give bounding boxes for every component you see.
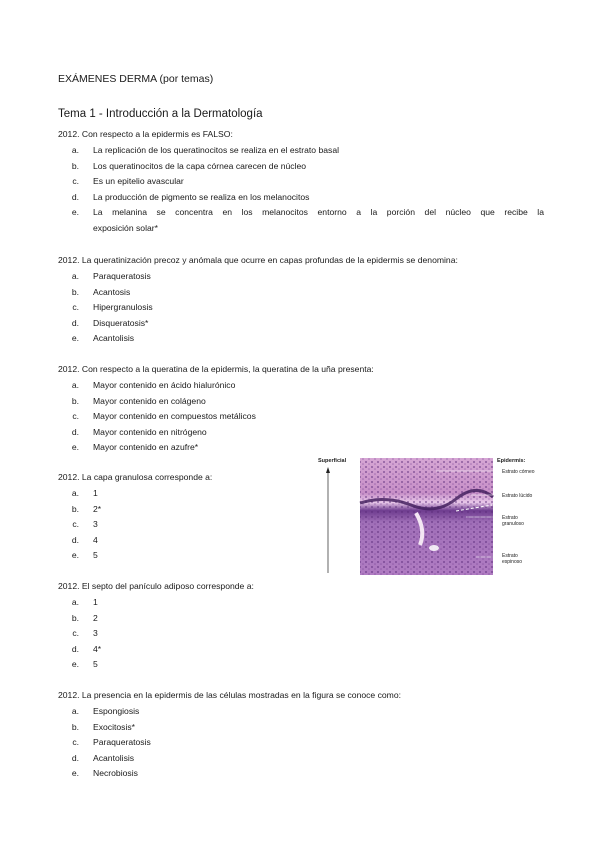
option-letter: a. — [71, 271, 79, 281]
option-b — [58, 720, 544, 736]
option-e — [58, 766, 544, 782]
option-letter: b. — [71, 160, 79, 171]
question-text: 2012. La presencia en la epidermis de las células mostradas en la figura se conoce como: — [58, 690, 401, 700]
option-text-continuation: exposición solar* — [93, 222, 158, 233]
question-text: 2012. La capa granulosa corresponde a: — [58, 472, 213, 482]
option-e — [58, 440, 544, 456]
option-text: Mayor contenido en colágeno — [93, 395, 206, 406]
option-c — [58, 409, 544, 425]
layer-label-lucido: Estrato lúcido — [502, 493, 533, 499]
question-2 — [58, 253, 544, 347]
option-letter: e. — [71, 659, 79, 669]
option-letter: e. — [71, 550, 79, 560]
question-3 — [58, 362, 544, 456]
option-letter: b. — [71, 612, 79, 623]
option-a — [58, 378, 544, 394]
option-text: Acantolisis — [93, 333, 135, 343]
options-list — [58, 269, 544, 347]
option-a — [58, 269, 544, 285]
option-text: 1 — [93, 488, 98, 498]
document-title: EXÁMENES DERMA (por temas) — [58, 73, 214, 85]
question-5 — [58, 579, 544, 673]
option-letter: d. — [71, 191, 79, 202]
option-letter: d. — [71, 643, 79, 654]
question-1 — [58, 127, 544, 236]
option-a — [58, 704, 544, 720]
option-text: La replicación de los queratinocitos se realiza en el estrato basal — [93, 145, 340, 155]
option-letter: e. — [71, 768, 79, 778]
option-letter: a. — [71, 706, 79, 716]
layer-label-granuloso: Estrato granuloso — [502, 515, 524, 527]
option-text: Hipergranulosis — [93, 302, 153, 312]
option-text: 5 — [93, 550, 98, 560]
option-letter: e. — [71, 207, 79, 217]
option-c — [58, 174, 544, 190]
option-text: Paraqueratosis — [93, 271, 151, 281]
option-letter: e. — [71, 442, 79, 452]
option-letter: c. — [72, 411, 79, 421]
option-text: La producción de pigmento se realiza en los melanocitos — [93, 191, 310, 202]
option-text: Espongiosis — [93, 706, 140, 716]
option-letter: c. — [72, 628, 79, 638]
option-letter: d. — [71, 534, 79, 545]
option-text: Mayor contenido en ácido hialurónico — [93, 380, 236, 390]
histology-figure — [316, 455, 546, 577]
options-list — [58, 143, 544, 236]
option-c — [58, 735, 544, 751]
question-text: 2012. Con respecto a la epidermis es FALSO: — [58, 129, 233, 139]
option-c — [58, 300, 544, 316]
option-letter: c. — [72, 176, 79, 186]
option-text: Acantosis — [93, 286, 131, 297]
option-text: 3 — [93, 519, 98, 529]
option-b — [58, 502, 308, 518]
option-d — [58, 316, 544, 332]
option-d — [58, 533, 308, 549]
option-letter: b. — [71, 503, 79, 514]
option-text: 1 — [93, 597, 98, 607]
option-text: Es un epitelio avascular — [93, 176, 184, 186]
option-e — [58, 331, 544, 347]
option-letter: a. — [71, 597, 79, 607]
option-b — [58, 611, 544, 627]
option-d — [58, 190, 544, 206]
option-text: Los queratinocitos de la capa córnea carecen de núcleo — [93, 160, 307, 171]
question-6 — [58, 688, 544, 782]
option-c — [58, 517, 308, 533]
question-text: 2012. La queratinización precoz y anómala que ocurre en capas profundas de la epidermis se denomina: — [58, 255, 458, 265]
option-letter: a. — [71, 145, 79, 155]
option-letter: c. — [72, 737, 79, 747]
option-d — [58, 425, 544, 441]
option-text: Mayor contenido en azufre* — [93, 442, 199, 452]
figure-title: Epidermis: — [497, 458, 526, 464]
option-letter: a. — [71, 488, 79, 498]
option-text: Necrobiosis — [93, 768, 138, 778]
option-letter: e. — [71, 333, 79, 343]
option-a — [58, 486, 308, 502]
option-a — [58, 143, 544, 159]
figure-left-label: Superficial — [318, 458, 347, 464]
option-a — [58, 595, 544, 611]
option-d — [58, 751, 544, 767]
option-letter: d. — [71, 752, 79, 763]
option-text: 2* — [93, 503, 102, 514]
options-list — [58, 704, 544, 782]
layer-label-corneo: Estrato córneo — [502, 469, 535, 475]
option-letter: d. — [71, 426, 79, 437]
options-list — [58, 595, 544, 673]
option-b — [58, 394, 544, 410]
option-text: Paraqueratosis — [93, 737, 151, 747]
option-letter: a. — [71, 380, 79, 390]
option-letter: b. — [71, 721, 79, 732]
options-list — [58, 486, 308, 564]
option-letter: c. — [72, 302, 79, 312]
option-letter: c. — [72, 519, 79, 529]
option-letter: b. — [71, 395, 79, 406]
option-e — [58, 657, 544, 673]
option-text: 5 — [93, 659, 98, 669]
question-4 — [58, 470, 308, 564]
option-letter: b. — [71, 286, 79, 297]
option-text: Acantolisis — [93, 752, 135, 763]
option-d — [58, 642, 544, 658]
question-text: 2012. Con respecto a la queratina de la epidermis, la queratina de la uña presenta: — [58, 364, 374, 374]
option-text: Mayor contenido en compuestos metálicos — [93, 411, 256, 421]
option-e — [58, 205, 544, 221]
option-text: Exocitosis* — [93, 721, 136, 732]
options-list — [58, 378, 544, 456]
option-text: 2 — [93, 612, 98, 623]
option-text: 4 — [93, 534, 98, 545]
layer-label-espinoso: Estrato espinoso — [502, 553, 523, 565]
option-text: Disqueratosis* — [93, 317, 149, 328]
option-c — [58, 626, 544, 642]
option-letter: d. — [71, 317, 79, 328]
option-text: 4* — [93, 643, 102, 654]
option-b — [58, 285, 544, 301]
section-title: Tema 1 - Introducción a la Dermatología — [58, 108, 263, 120]
option-text: 3 — [93, 628, 98, 638]
option-b — [58, 159, 544, 175]
question-text: 2012. El septo del panículo adiposo corresponde a: — [58, 581, 254, 591]
option-text: La melanina se concentra en los melanocitos entorno a la porción del núcleo que recibe la — [93, 207, 544, 217]
option-text: Mayor contenido en nitrógeno — [93, 426, 207, 437]
option-e — [58, 548, 308, 564]
option-e-continuation — [58, 221, 544, 237]
